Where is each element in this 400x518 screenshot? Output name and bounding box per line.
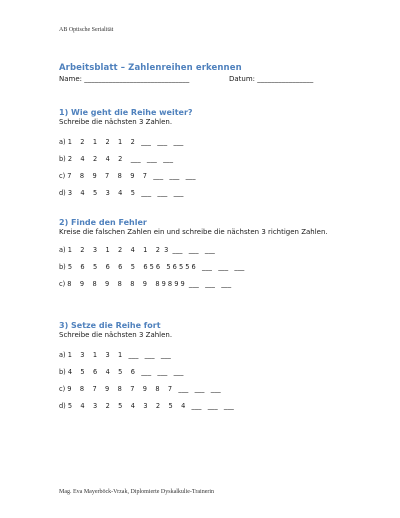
exercise-row: b) 4 5 6 4 5 6 ___ ___ ___ (59, 368, 184, 376)
section-1 (59, 108, 349, 202)
exercise-row: c) 8 9 8 9 8 8 9 8 9 8 9 9 ___ ___ ___ (59, 280, 232, 288)
exercise-row: c) 7 8 9 7 8 9 7 ___ ___ ___ (59, 172, 196, 180)
exercise-row: b) 2 4 2 4 2 ___ ___ ___ (59, 155, 173, 163)
page-footer: Mag. Eva Mayerböck-Vrzak, Diplomierte Dyskalkulie-Trainerin (59, 489, 215, 495)
name-date-row (59, 75, 349, 83)
name-field: Name: ______________________________ (59, 75, 190, 83)
section-instruction: Kreise die falschen Zahlen ein und schreibe die nächsten 3 richtigen Zahlen. (59, 228, 328, 236)
section-2 (59, 218, 349, 293)
section-title: 1) Wie geht die Reihe weiter? (59, 108, 193, 117)
section-title: 3) Setze die Reihe fort (59, 321, 161, 330)
worksheet-title: Arbeitsblatt – Zahlenreihen erkennen (59, 63, 242, 73)
exercise-row: d) 5 4 3 2 5 4 3 2 5 4 ___ ___ ___ (59, 402, 234, 410)
section-3 (59, 321, 349, 415)
exercise-row: c) 9 8 7 9 8 7 9 8 7 ___ ___ ___ (59, 385, 221, 393)
section-instruction: Schreibe die nächsten 3 Zahlen. (59, 331, 173, 339)
section-instruction: Schreibe die nächsten 3 Zahlen. (59, 118, 173, 126)
exercise-row: a) 1 2 3 1 2 4 1 2 3 ___ ___ ___ (59, 246, 215, 254)
exercise-row: b) 5 6 5 6 6 5 6 5 6 5 6 5 5 6 ___ ___ ___ (59, 263, 245, 271)
exercise-row: a) 1 3 1 3 1 ___ ___ ___ (59, 351, 171, 359)
exercise-row: d) 3 4 5 3 4 5 ___ ___ ___ (59, 189, 184, 197)
exercise-row: a) 1 2 1 2 1 2 ___ ___ ___ (59, 138, 184, 146)
section-title: 2) Finde den Fehler (59, 218, 147, 227)
date-field: Datum: ________________ (229, 75, 314, 83)
page-header: AB Optische Serialität (59, 27, 114, 33)
